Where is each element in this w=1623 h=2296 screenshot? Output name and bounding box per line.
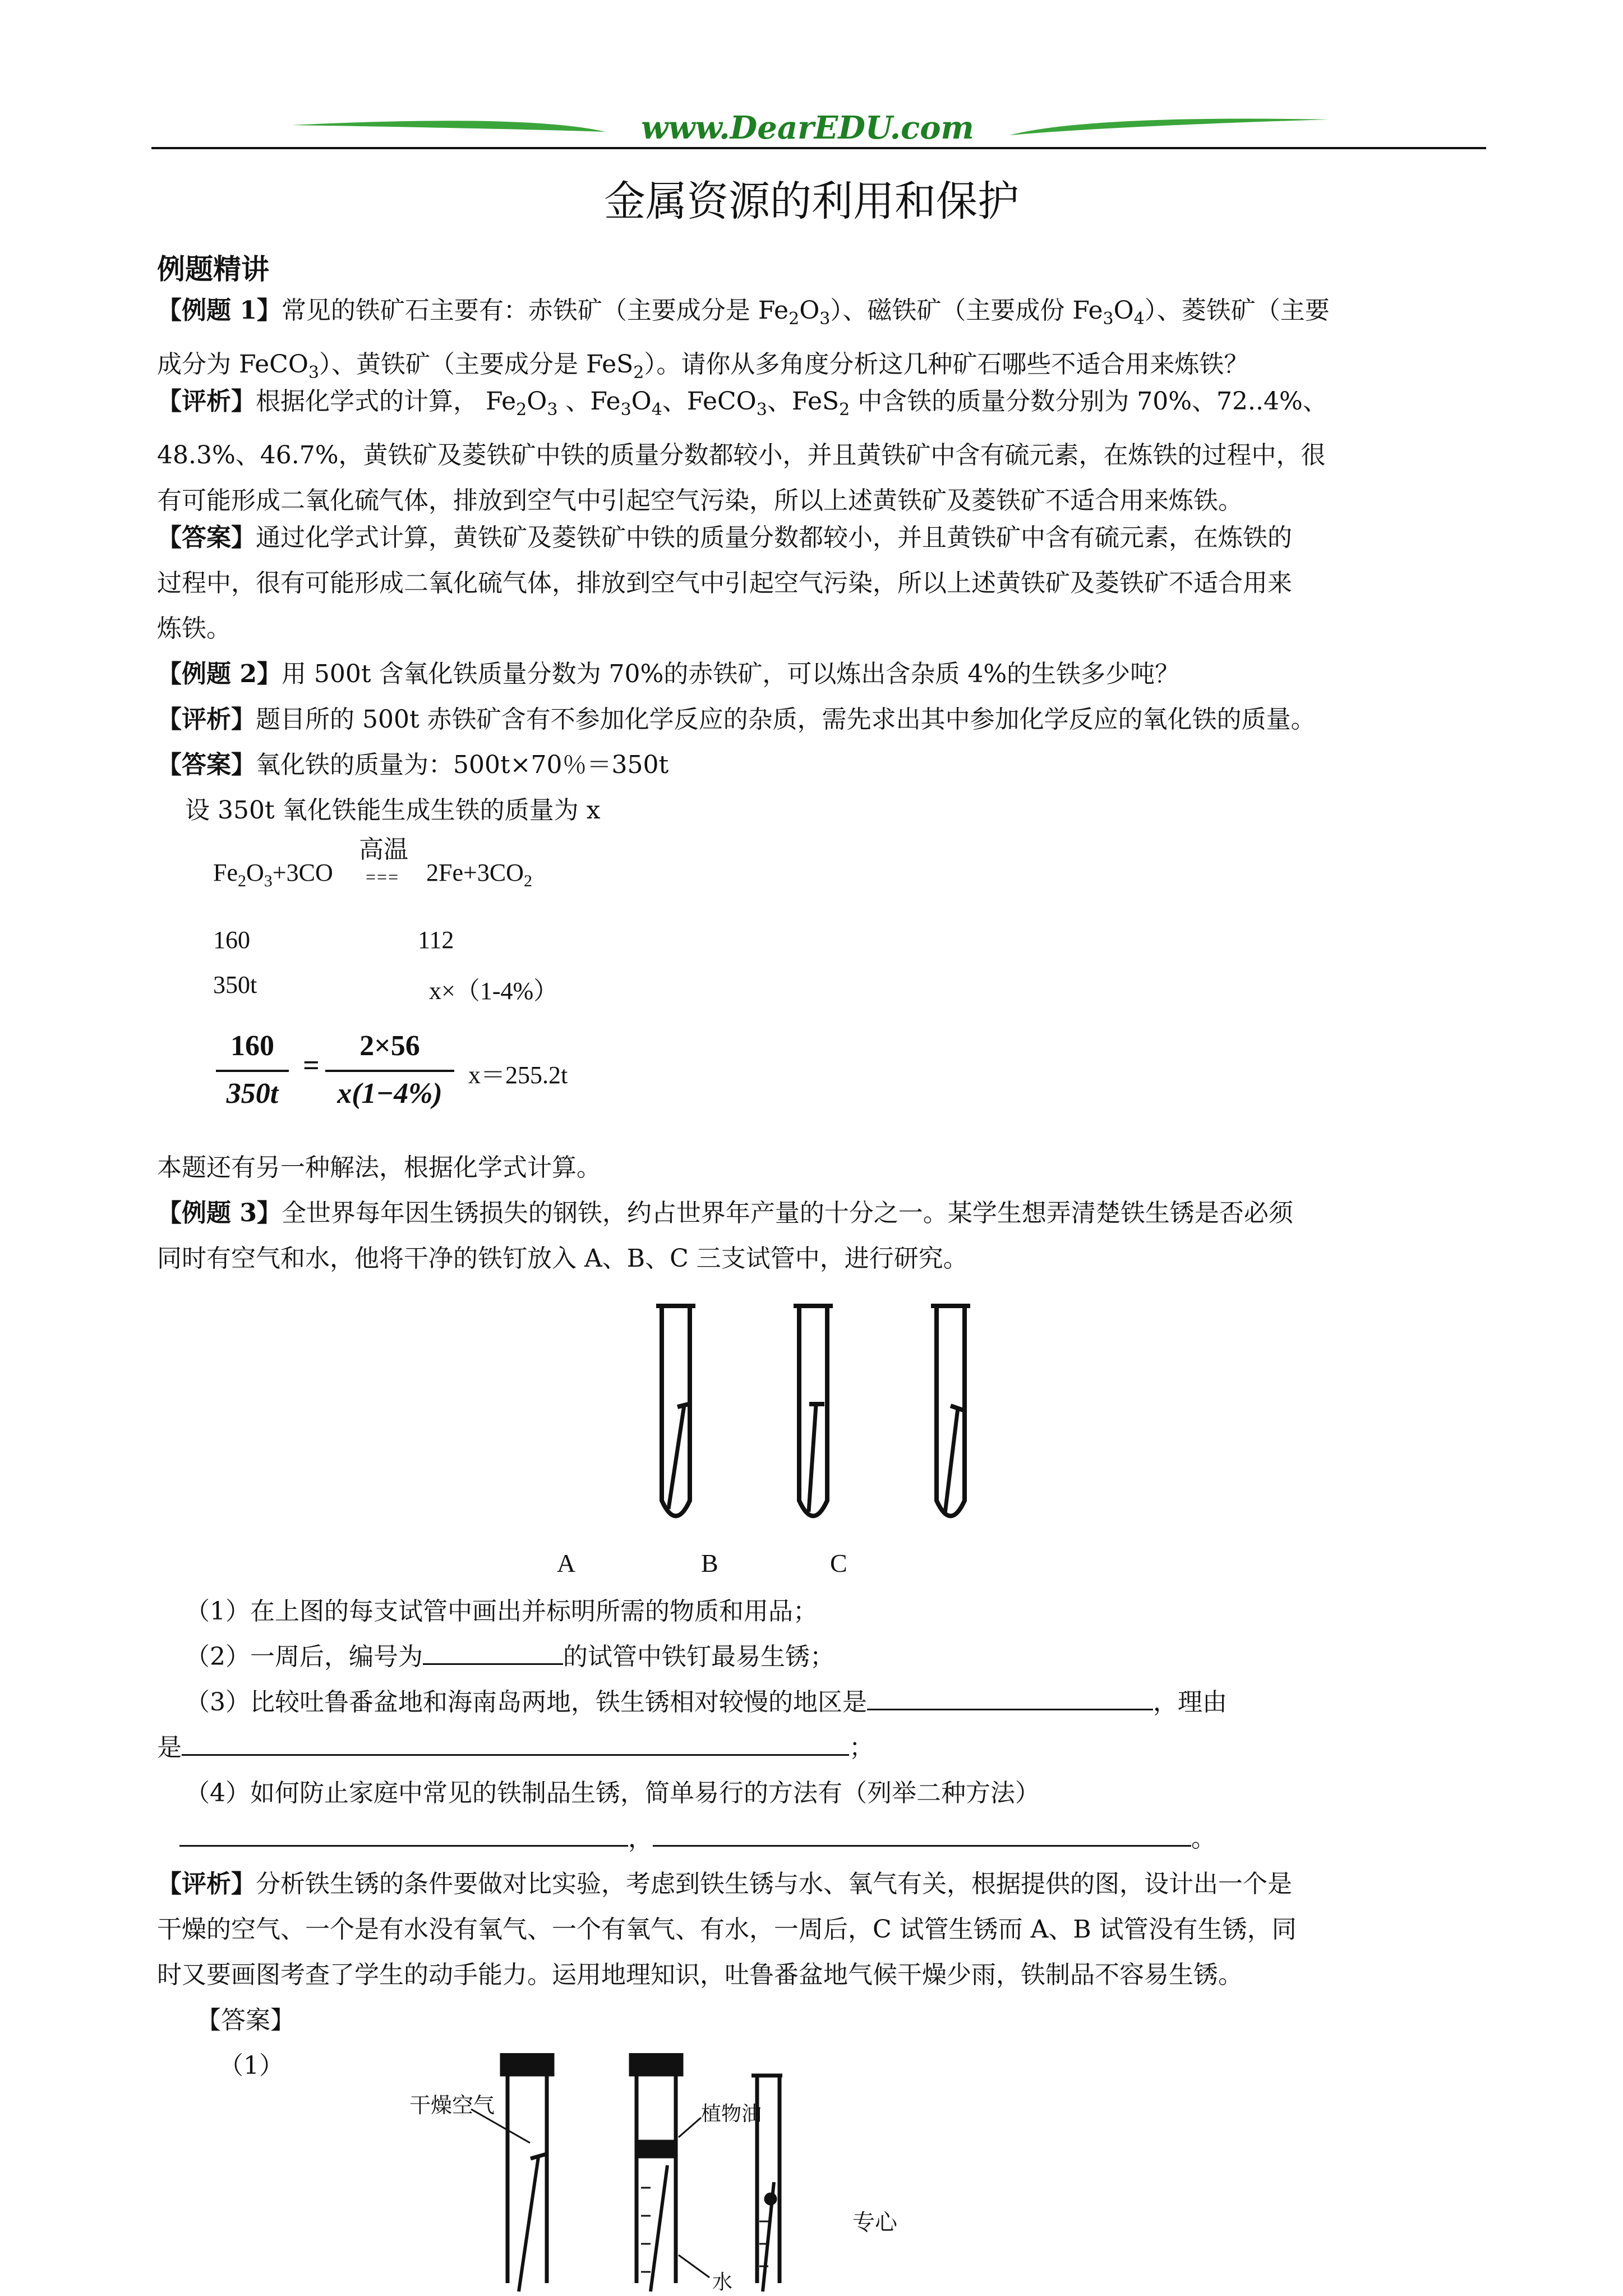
ex3-question: 【例题 3】全世界每年因生锈损失的钢铁，约占世界年产量的十分之一。某学生想弄清楚铁生锈是否必须 同时有空气和水，他将干净的铁钉放入 A、B、C 三支试管中，进行研究。 <box>157 1199 1293 1273</box>
ex2-analysis: 【评析】题目所的 500t 赤铁矿含有不参加化学反应的杂质，需先求出其中参加化学反应的氧化铁的质量。 <box>157 705 1316 734</box>
section-heading: 例题精讲 <box>157 253 269 286</box>
answer-blank-4b[interactable] <box>653 1820 1191 1847</box>
reaction-condition: 高温 <box>359 836 408 863</box>
tube-label-c: C <box>830 1549 847 1577</box>
sub-question-4-blanks: ， 。 <box>179 1816 1509 1861</box>
ex1-analysis: 【评析】根据化学式的计算， $Fe_2O_3$ 、$Fe_3O_4$、FeCO$_3$、FeS$_2$ 中含铁的质量分数分别为 70%、72..4%、 48.3%、46.7%，黄铁矿及菱铁矿中铁的质量分数都较小，并且黄铁矿中含有硫元素，在炼铁的过程中，很 有可能形成二氧化硫气体，排放到空气中引起空气污染，所以上述黄铁矿及菱铁矿不适合用来炼铁。 <box>157 387 1327 515</box>
label-water: 水 <box>712 2271 733 2294</box>
test-tubes-figure <box>617 1301 1009 1537</box>
result: x＝255.2t <box>468 1061 568 1089</box>
tube-label-a: A <box>557 1549 576 1577</box>
ratio-112: 112 <box>418 926 454 954</box>
sub-question-3: （3）比较吐鲁番盆地和海南岛两地，铁生锈相对较慢的地区是 ，理由 <box>185 1680 1486 1725</box>
logo-text: www.DearEDU.com <box>641 109 974 146</box>
ratio-x: x×（1-4%） <box>429 977 559 1005</box>
footer-note: 专心 <box>852 2210 897 2235</box>
header-rule <box>151 147 1486 149</box>
ex2-answer: 【答案】氧化铁的质量为：500t×70％＝350t <box>157 751 669 779</box>
ex1-answer: 【答案】通过化学式计算，黄铁矿及菱铁矿中铁的质量分数都较小，并且黄铁矿中含有硫元素，在炼铁的 过程中，很有可能形成二氧化硫气体，排放到空气中引起空气污染，所以上述黄铁矿及菱铁矿不适合用来 炼铁。 <box>157 523 1292 643</box>
sub-question-1: （1）在上图的每支试管中画出并标明所需的物质和用品； <box>185 1597 818 1626</box>
reaction-arrow: === <box>366 867 400 887</box>
ex3-answer-tag: 【答案】 <box>196 2006 295 2035</box>
answer-blank-3a[interactable] <box>867 1684 1153 1710</box>
ex1-question: 【例题 1】常见的铁矿石主要有：赤铁矿（主要成分是 $Fe_2O_3$）、磁铁矿（主要成份 $Fe_3O_4$）、菱铁矿（主要 成分为 FeCO$_3$）、黄铁矿（主要成分是 FeS$_2$）。请你从多角度分析这几种矿石哪些不适合用来炼铁？ <box>157 296 1330 383</box>
header-logo <box>292 109 1329 149</box>
ratio-350t: 350t <box>213 971 257 999</box>
tube-label-b: B <box>701 1549 718 1577</box>
test-tube-a-icon <box>656 1306 695 1516</box>
sub-question-4: （4）如何防止家庭中常见的铁制品生锈，简单易行的方法有（列举二种方法） <box>185 1779 1040 1807</box>
oil-water-tube-icon <box>631 2054 709 2292</box>
ex2-alt: 本题还有另一种解法，根据化学式计算。 <box>157 1153 601 1182</box>
label-dry-air: 干燥空气 <box>409 2093 495 2118</box>
test-tube-c-icon <box>931 1306 970 1516</box>
label-vegetable-oil: 植物油 <box>701 2102 762 2125</box>
ratio-160: 160 <box>213 926 250 954</box>
answer-blank-4a[interactable] <box>179 1820 628 1847</box>
answer-blank-2[interactable] <box>423 1639 563 1665</box>
sub-question-3-reason: 是 ； <box>157 1725 1486 1770</box>
ex3-analysis: 【评析】分析铁生锈的条件要做对比实验，考虑到铁生锈与水、氧气有关，根据提供的图，设计出一个是 干燥的空气、一个是有水没有氧气、一个有氧气、有水，一周后，C 试管生锈而 A、B 试管没有生锈，同 时又要画图考查了学生的动手能力。运用地理知识，吐鲁番盆地气候干燥少雨，铁制品不容易生锈。 <box>157 1870 1297 1989</box>
ex2-question: 【例题 2】用 500t 含氧化铁质量分数为 70%的赤铁矿，可以炼出含杂质 4%的生铁多少吨？ <box>157 660 1180 688</box>
test-tube-b-icon <box>794 1306 833 1516</box>
ex3-answer-num: （1） <box>219 2051 284 2080</box>
ex2-setup: 设 350t 氧化铁能生成生铁的质量为 x <box>185 796 601 825</box>
sub-question-2: （2）一周后，编号为 的试管中铁钉最易生锈； <box>185 1634 1514 1680</box>
answer-blank-3b[interactable] <box>182 1729 849 1756</box>
page-title: 金属资源的利用和保护 <box>604 177 1019 226</box>
